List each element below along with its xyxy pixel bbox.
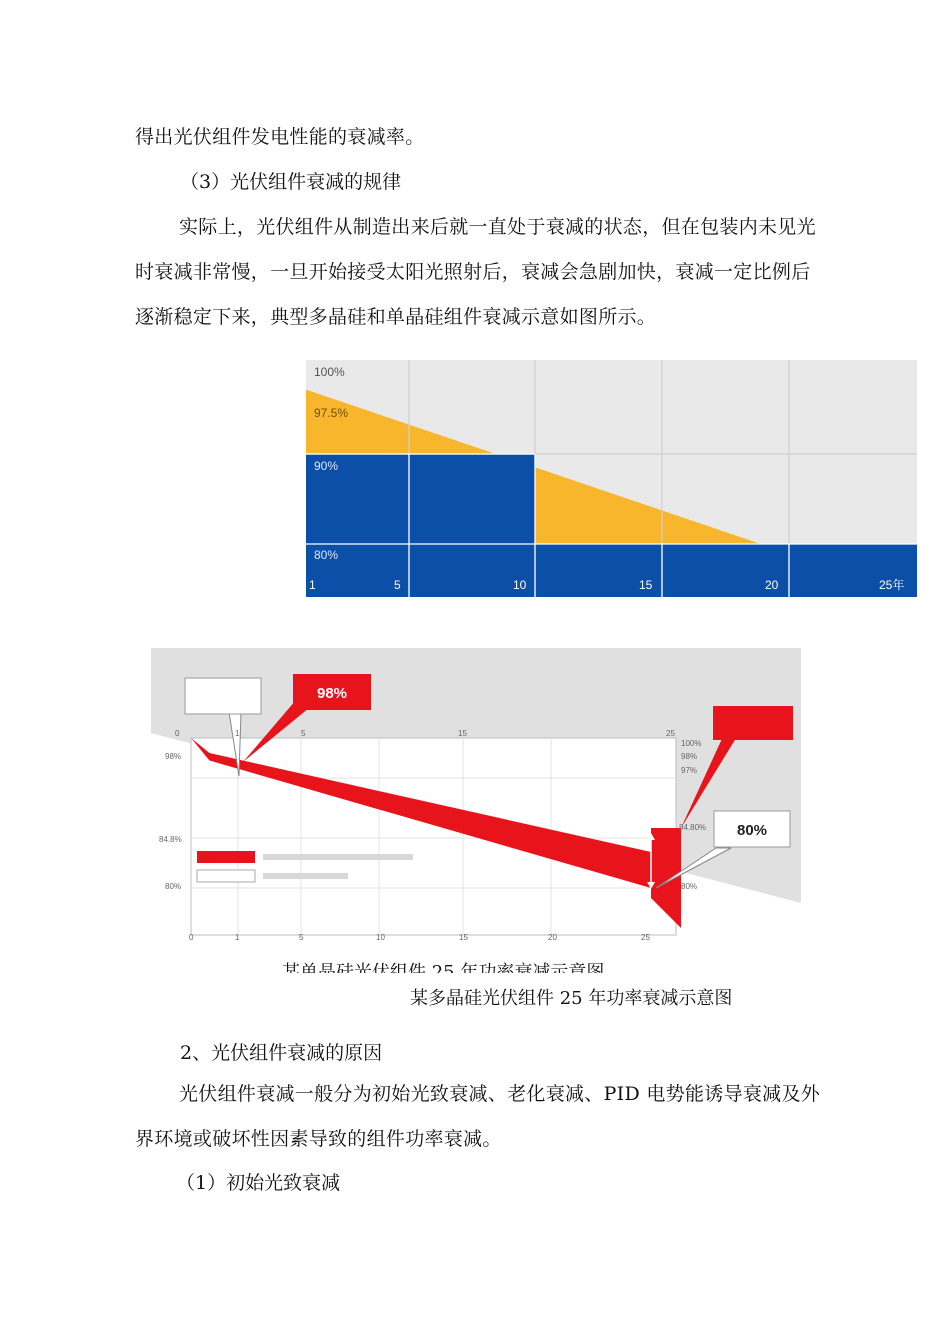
bottom-tick-20: 20 bbox=[548, 933, 557, 942]
y-label-100: 100% bbox=[314, 365, 345, 379]
right-label-100: 100% bbox=[681, 739, 702, 748]
paragraph-decay-law: 实际上，光伏组件从制造出来后就一直处于衰减的状态，但在包装内未见光时衰减非常慢，一旦开始接受太阳光照射后，衰减会急剧加快，衰减一定比例后逐渐稳定下来，典型多晶硅和单晶硅组件衰减示意如图所示。 bbox=[135, 216, 816, 328]
section-heading-3: （3）光伏组件衰减的规律 bbox=[180, 171, 402, 193]
top-tick-5: 5 bbox=[301, 729, 306, 738]
y-label-80: 80% bbox=[314, 548, 339, 562]
x-label-10: 10 bbox=[513, 578, 527, 592]
y-label-97-5: 97.5% bbox=[314, 406, 349, 420]
bottom-tick-15: 15 bbox=[459, 933, 468, 942]
right-label-80: 80% bbox=[681, 882, 698, 891]
x-label-1: 1 bbox=[309, 578, 316, 592]
line-conclusion: 得出光伏组件发电性能的衰减率。 bbox=[135, 126, 425, 148]
right-label-84-8: 84.80% bbox=[679, 823, 707, 832]
poly-decay-chart bbox=[306, 360, 917, 597]
x-label-5: 5 bbox=[394, 578, 401, 592]
callout-red-right-box bbox=[713, 706, 793, 740]
x-label-25: 25年 bbox=[879, 578, 905, 592]
right-label-98: 98% bbox=[681, 752, 698, 761]
section-heading-sub1: （1）初始光致衰减 bbox=[176, 1172, 341, 1194]
bottom-tick-1: 1 bbox=[235, 933, 240, 942]
x-label-20: 20 bbox=[765, 578, 779, 592]
right-label-97: 97% bbox=[681, 766, 698, 775]
top-tick-1: 1 bbox=[235, 729, 240, 738]
x-label-15: 15 bbox=[639, 578, 653, 592]
bottom-tick-5: 5 bbox=[299, 933, 304, 942]
legend-white-swatch bbox=[197, 870, 255, 882]
mono-decay-chart bbox=[151, 648, 801, 973]
bottom-tick-25: 25 bbox=[641, 933, 650, 942]
section-heading-2: 2、光伏组件衰减的原因 bbox=[180, 1042, 383, 1064]
paragraph-decay-causes: 光伏组件衰减一般分为初始光致衰减、老化衰减、PID 电势能诱导衰减及外界环境或破坏性因素导致的组件功率衰减。 bbox=[135, 1083, 821, 1150]
y-label-90: 90% bbox=[314, 459, 339, 473]
caption-poly: 某多晶硅光伏组件 25 年功率衰减示意图 bbox=[410, 988, 733, 1009]
callout-98-label: 98% bbox=[316, 685, 348, 702]
blue-band-left bbox=[306, 454, 535, 544]
callout-white-box bbox=[185, 678, 261, 714]
legend-red-swatch bbox=[197, 851, 255, 863]
callout-80-label: 80% bbox=[736, 822, 768, 839]
top-tick-25: 25 bbox=[666, 729, 675, 738]
top-tick-15: 15 bbox=[458, 729, 467, 738]
left-label-98: 98% bbox=[165, 752, 182, 761]
bottom-tick-0: 0 bbox=[189, 933, 194, 942]
bottom-tick-10: 10 bbox=[376, 933, 385, 942]
left-label-80: 80% bbox=[165, 882, 182, 891]
top-tick-0: 0 bbox=[175, 729, 180, 738]
left-label-84-8: 84.8% bbox=[159, 835, 182, 844]
